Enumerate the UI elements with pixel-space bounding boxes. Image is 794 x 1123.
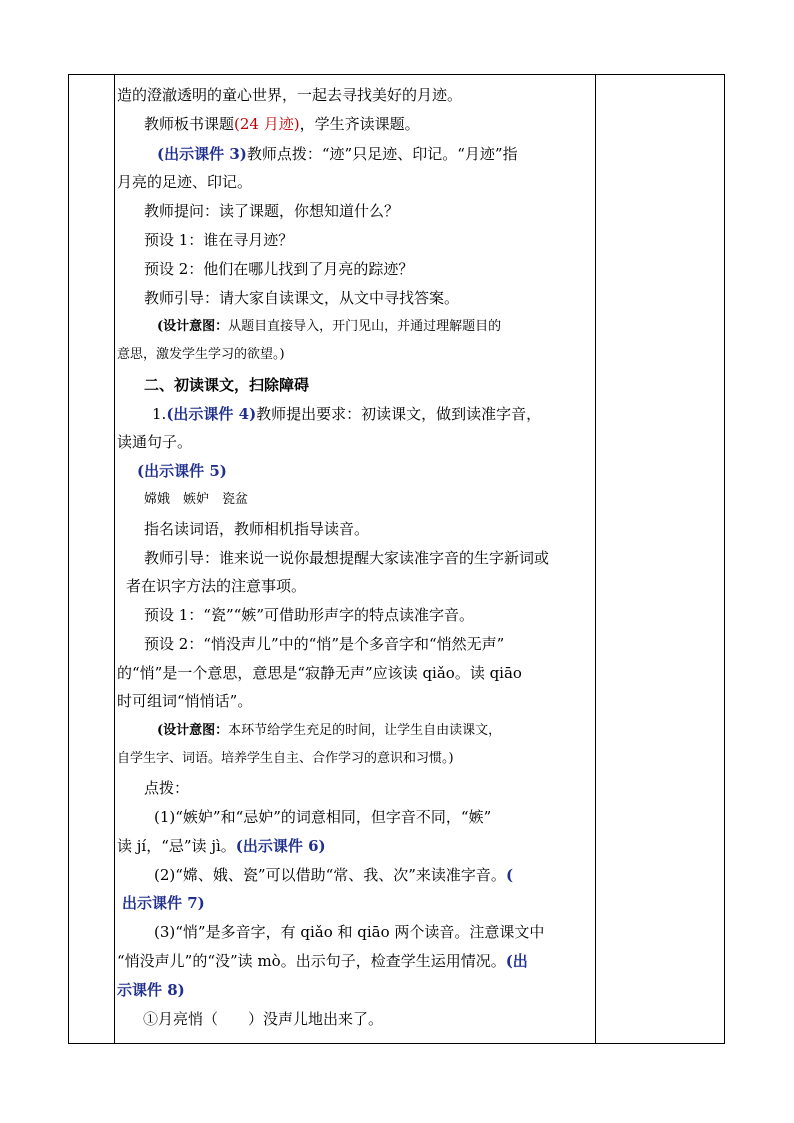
text-span: “悄没声儿”的“没”读 mò。出示句子，检查学生运用情况。 (117, 952, 506, 970)
section-heading: 二、初读课文，扫除障碍 (144, 376, 310, 394)
design-intent-line: 自学生字、词语。培养学生自主、合作学习的意识和习惯。) (117, 751, 454, 766)
text-span: 从题目直接导入，开门见山，并通过理解题目的 (228, 319, 502, 334)
lesson-title-red: (24 月迹) (234, 115, 300, 133)
text-line (152, 404, 541, 424)
text-span: ，学生齐读课题。 (299, 115, 420, 133)
text-line: 教师提问：读了课题，你想知道什么？ (144, 202, 400, 220)
text-line: ①月亮悄（ ）没声儿地出来了。 (143, 1010, 384, 1028)
text-line: 预设 1：“瓷”“嫉”可借助形声字的特点读准字音。 (144, 606, 474, 624)
text-line (117, 836, 326, 856)
text-span: 读 jí，“忌”读 jì。 (117, 837, 236, 855)
slide-ref: (出示课件 6) (235, 837, 326, 855)
text-line: 预设 1：谁在寻月迹？ (144, 231, 294, 249)
column-divider-left (114, 75, 115, 1043)
text-line: (1)“嫉妒”和“忌妒”的词意相同，但字音不同，“嫉” (154, 808, 492, 826)
design-intent-line (157, 317, 501, 337)
text-line: 教师引导：谁来说一说你最想提醒大家读准字音的生字新词或 (144, 549, 550, 567)
design-intent-line: 意思，激发学生学习的欲望。) (117, 347, 285, 362)
text-line: 预设 2：“悄没声儿”中的“悄”是个多音字和“悄然无声” (144, 635, 505, 653)
text-span: 教师板书课题 (144, 115, 235, 133)
text-line: 教师引导：请大家自读课文，从文中寻找答案。 (144, 289, 460, 307)
slide-ref: 示课件 8) (117, 981, 185, 999)
text-span: 1. (152, 405, 167, 423)
slide-ref: 出示课件 7) (122, 894, 205, 912)
vocab-words: 嫦娥 嫉妒 瓷盆 (144, 492, 249, 507)
text-line (154, 865, 513, 885)
text-line: 造的澄澈透明的童心世界，一起去寻找美好的月迹。 (117, 86, 463, 104)
text-line: 时可组词“悄悄话”。 (117, 692, 253, 710)
slide-ref: (出 (505, 952, 528, 970)
text-span: 教师提出要求：初读课文，做到读准字音， (256, 405, 542, 423)
text-line: 者在识字方法的注意事项。 (126, 577, 307, 595)
text-line (117, 951, 528, 971)
slide-ref: (出示课件 5) (137, 462, 227, 480)
design-intent-label: (设计意图： (157, 723, 229, 738)
text-line: 月亮的足迹、印记。 (117, 173, 253, 191)
text-span: 教师点拨：“迹”只足迹、印记。“月迹”指 (246, 145, 518, 163)
column-divider-right (595, 75, 596, 1043)
text-line (144, 114, 420, 134)
text-span: 本环节给学生充足的时间，让学生自由读课文， (228, 723, 502, 738)
slide-ref: ( (505, 866, 514, 884)
text-span: (2)“嫦、娥、瓷”可以借助“常、我、次”来读准字音。 (154, 866, 506, 884)
slide-ref: (出示课件 3) (157, 145, 247, 163)
design-intent-line (157, 721, 501, 741)
text-line (157, 144, 518, 164)
text-line: 的“悄”是一个意思，意思是“寂静无声”应该读 qiǎo。读 qiāo (117, 664, 522, 682)
text-line: 读通句子。 (117, 433, 193, 451)
text-line: 点拨： (144, 779, 190, 797)
design-intent-label: (设计意图： (157, 319, 229, 334)
text-line: (3)“悄”是多音字，有 qiǎo 和 qiāo 两个读音。注意课文中 (154, 923, 545, 941)
slide-ref: (出示课件 4) (166, 405, 257, 423)
text-line: 指名读词语，教师相机指导读音。 (144, 520, 370, 538)
text-line: 预设 2：他们在哪儿找到了月亮的踪迹？ (144, 260, 414, 278)
